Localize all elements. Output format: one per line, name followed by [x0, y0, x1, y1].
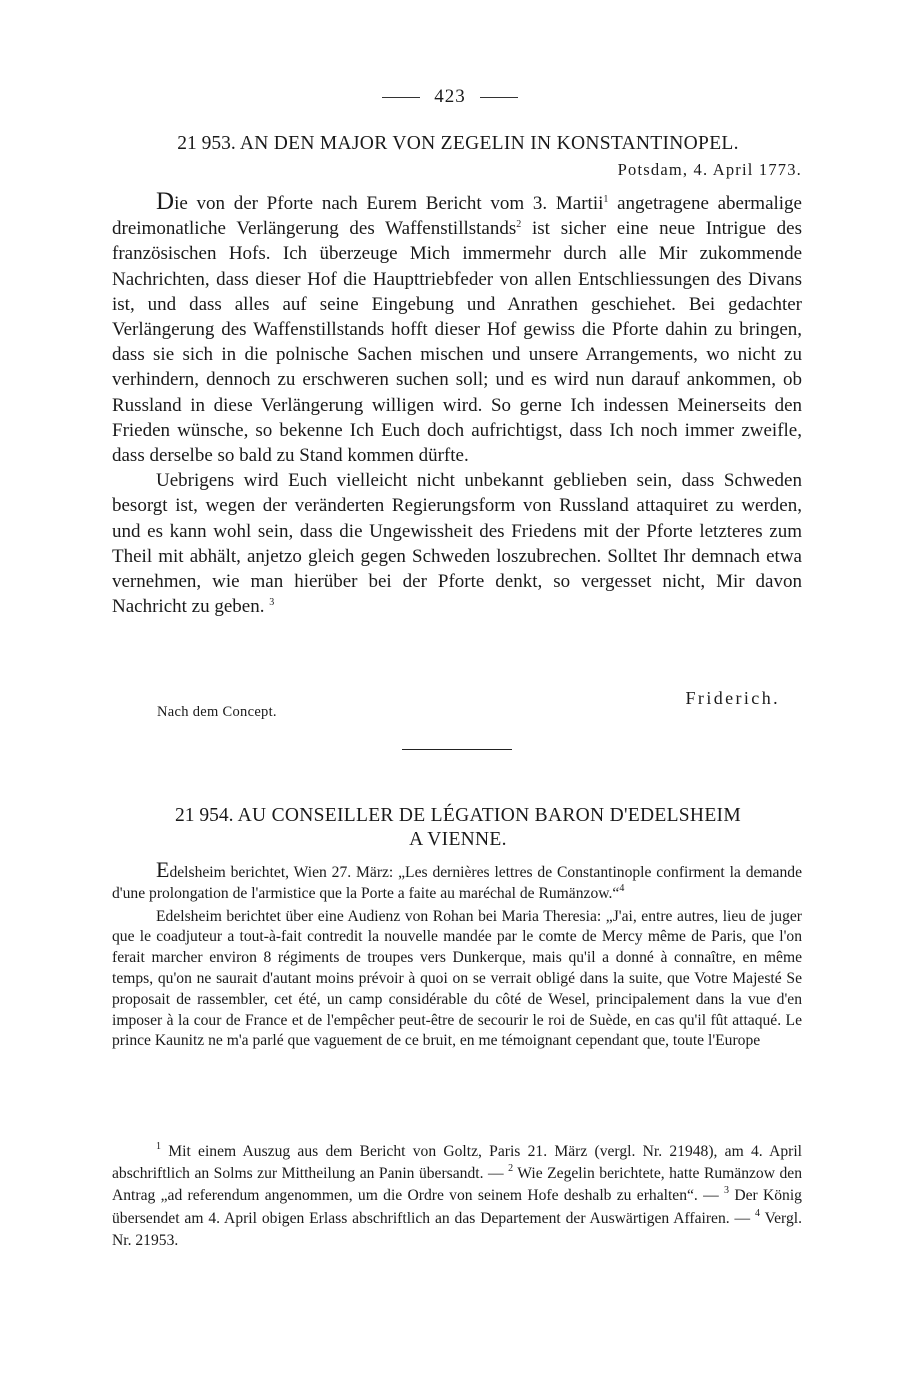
section-divider: [402, 749, 512, 750]
source-note: Nach dem Concept.: [157, 704, 277, 720]
document-title: AU CONSEILLER DE LÉGATION BARON D'EDELSHEIM: [237, 805, 741, 826]
document-title: AN DEN MAJOR VON ZEGELIN IN KONSTANTINOPEL.: [239, 133, 739, 154]
header-rule-left: [382, 97, 420, 98]
footnote-mark: 2: [508, 1163, 514, 1175]
footnotes: [112, 1141, 802, 1252]
report-body: [112, 857, 802, 1052]
document-title-line2: A VIENNE.: [409, 829, 507, 850]
document-number: 21 954.: [175, 805, 234, 826]
letter-paragraph-1: Die von der Pforte nach Eurem Bericht vom 3. Martii$^1$ angetragene abermalige dreimonatliche Verlängerung des Waffenstillstands$^2$ ist sicher eine neue Intrigue des französischen Hofs. Ich überzeuge Mich immermehr durch alle Mir zukommende Nachrichten, dass dieser Hof die Haupttriebfeder von allen Entschliessungen des Divans ist, und dass alles auf seine Eingebung und Anrathen geschiehet. Bei gedachter Verlängerung des Waffenstillstands hofft dieser Hof gewiss die Pforte dahin zu bringen, dass sie sich in die polnische Sachen mischen und unsere Arrangements, wo nicht zu verhindern, dennoch zu erschweren suchen soll; und es wird nun darauf ankommen, ob Russland in diese Verlängerung willigen wird. So gerne Ich indessen Meinerseits den Frieden wünsche, so bekenne Ich Euch doch aufrichtigst, dass Ich noch immer zweifle, dass derselbe so bald zu Stand kommen dürfte.: [112, 188, 802, 467]
report-paragraph-2: Edelsheim berichtet über eine Audienz von Rohan bei Maria Theresia: „J'ai, entre autres, lieu de juger que le coadjuteur a tout-à-fait contredit la nouvelle mandée par le comte de Mercy même de Paris, que l'on ferait marcher environ 8 régiments de troupes vers Dunkerque, mais qu'il a donné à connaître, en même temps, qu'on ne saurait d'autant moins prévoir à quoi on se verrait obligé dans la suite, que Votre Majesté Se proposait de rassembler, cet été, un camp considérable du côté de Wesel, principalement dans la vue d'en imposer à la cour de France et de l'empêcher peut-être de secourir le roi de Suède, en cas qu'il fût attaqué. Le prince Kaunitz ne m'a parlé que vaguement de ce bruit, en me témoignant cependant que, toute l'Europe: [112, 907, 802, 1050]
page-header: [0, 86, 900, 108]
document-heading-21953: [112, 132, 804, 156]
letter-paragraph-2: Uebrigens wird Euch vielleicht nicht unbekannt geblieben sein, dass Schweden besorgt ist, wegen der veränderten Regierungsform von Russland attaquiret zu werden, und es kann wohl sein, dass die Ungewissheit des Friedens mit der Pforte letzteres zum Theil mit abhält, anjetzo gleich gegen Schweden loszubrechen. Solltet Ihr demnach etwa vernehmen, wie man hierüber bei der Pforte denkt, so vergesset nicht, Mir davon Nachricht zu geben. $^3$: [112, 470, 802, 618]
footnote-mark: 3: [724, 1185, 730, 1197]
initial-letter: D: [156, 188, 175, 215]
signature: Friderich.: [685, 688, 780, 708]
page-number: 423: [434, 86, 466, 107]
footnote-mark: 2: [516, 219, 522, 231]
document-heading-21954: [112, 804, 804, 852]
letter-body: [112, 189, 802, 619]
initial-letter: E: [156, 857, 170, 882]
report-paragraph-1: Edelsheim berichtet, Wien 27. März: „Les dernières lettres de Constantinople confirment la demande d'une prolongation de l'armistice que la Porte a faite au maréchal de Rumänzow.“$^4$: [112, 857, 802, 902]
footnote-mark: 4: [755, 1207, 761, 1219]
dateline: Potsdam, 4. April 1773.: [617, 160, 802, 179]
document-number: 21 953.: [177, 133, 236, 154]
footnote-mark: 1: [156, 1141, 161, 1152]
footnote-text: $^1$ Mit einem Auszug aus dem Bericht von Goltz, Paris 21. März (vergl. Nr. 21948), am 4. April abschriftlich an Solms zur Mittheilung an Panin übersandt. — $^2$ Wie Zegelin berichtete, hatte Rumänzow den Antrag „ad referendum angenommen, um die Ordre von seinem Hofe deshalb zu erhalten“. — $^3$ Der König übersendet am 4. April obigen Erlass abschriftlich an das Departement der Auswärtigen Affairen. — $^4$ Vergl. Nr. 21953.: [112, 1141, 803, 1249]
footnote-mark: 1: [603, 194, 609, 205]
footnote-mark: 4: [619, 882, 625, 894]
header-rule-right: [480, 97, 518, 98]
footnote-mark: 3: [269, 597, 275, 609]
